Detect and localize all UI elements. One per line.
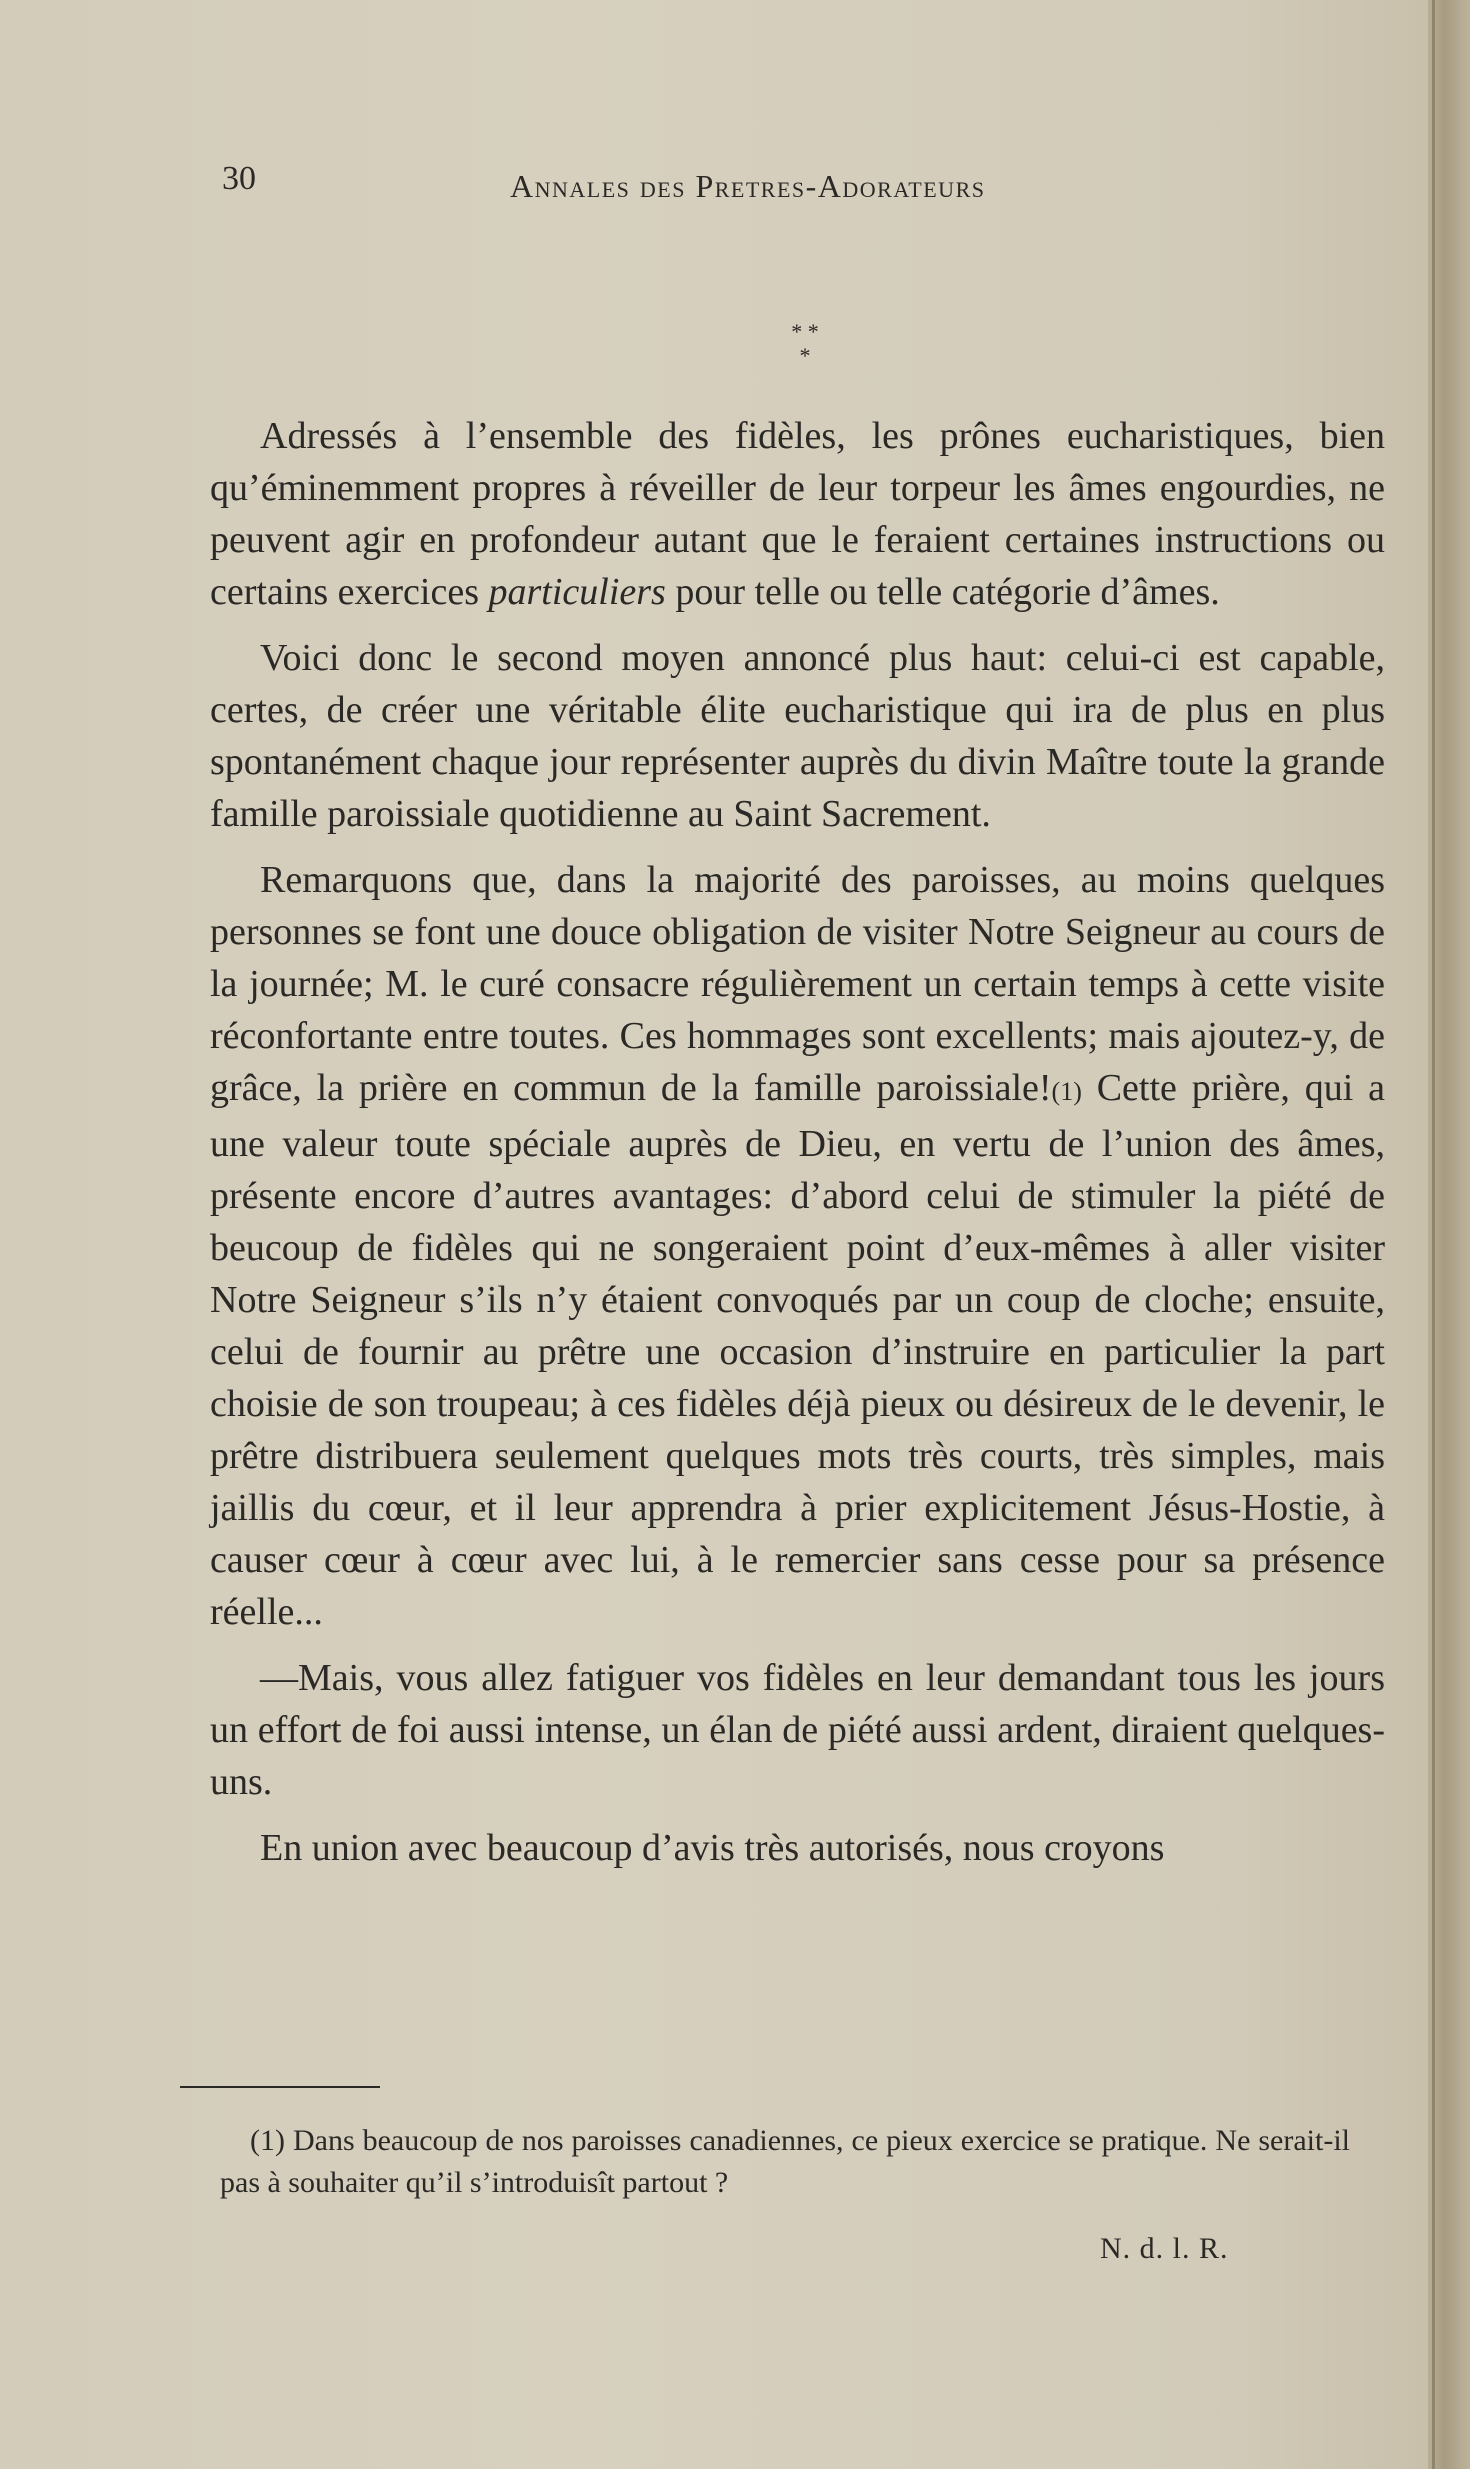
separator-bottom-star: * xyxy=(799,343,811,368)
paragraph-3 xyxy=(210,854,1385,1638)
running-title: Annales des Pretres-Adorateurs xyxy=(510,168,986,204)
footnote-signature: N. d. l. R. xyxy=(1100,2232,1229,2265)
body-text xyxy=(210,410,1385,1888)
footnote xyxy=(220,2120,1350,2204)
footnote-text: (1) Dans beaucoup de nos paroisses canadiennes, ce pieux exercice se pratique. Ne serait-il pas à souhaiter qu’il s’introduisît partout ? xyxy=(220,2124,1350,2199)
footnote-reference: (1) xyxy=(1051,1077,1082,1106)
paragraph-1-text-a: Adressés à l’ensemble des fidèles, les prônes eucharistiques, bien qu’éminemment propres à réveiller de leur torpeur les âmes engourdies, ne peuvent agir en profondeur autant que le feraient certaines instructions ou certains exercices xyxy=(210,415,1385,613)
page-edge-line xyxy=(1432,0,1435,2469)
page-header xyxy=(0,160,1428,220)
paragraph-3-text-a: Remarquons que, dans la majorité des paroisses, au moins quelques personnes se font une douce obligation de visiter Notre Seigneur au cours de la journée; M. le curé consacre régulièrement un certain temps à cette visite réconfortante entre toutes. Ces hommages sont excellents; mais ajoutez-y, de grâce, la prière en commun de la famille paroissiale! xyxy=(210,859,1385,1109)
section-separator xyxy=(760,320,850,368)
paragraph-1-italic: particuliers xyxy=(488,571,666,613)
paragraph-5: En union avec beaucoup d’avis très autorisés, nous croyons xyxy=(260,1827,1165,1869)
paragraph-2: Voici donc le second moyen annoncé plus haut: celui-ci est capable, certes, de créer une véritable élite eucharistique qui ira de plus en plus spontanément chaque jour représenter auprès du divin Maître toute la grande famille paroissiale quotidienne au Saint Sacrement. xyxy=(210,637,1385,835)
paragraph-1 xyxy=(210,410,1385,618)
page-number: 30 xyxy=(222,160,256,197)
paragraph-3-text-b: Cette prière, qui a une valeur toute spéciale auprès de Dieu, en vertu de l’union des âmes, présente encore d’autres avantages: d’abord celui de stimuler la piété de beucoup de fidèles qui ne songeraient point d’eux-mêmes à aller visiter Notre Seigneur s’ils n’y étaient convoqués par un coup de cloche; ensuite, celui de fournir au prêtre une occasion d’instruire en particulier la part choisie de son troupeau; à ces fidèles déjà pieux ou désireux de le devenir, le prêtre distribuera seulement quelques mots très courts, très simples, mais jaillis du cœur, et il leur apprendra à prier explicitement Jésus-Hostie, à causer cœur à cœur avec lui, à le remercier sans cesse pour sa présence réelle... xyxy=(210,1067,1385,1633)
separator-top-stars: * * xyxy=(791,319,819,344)
footnote-rule xyxy=(180,2086,380,2088)
paragraph-1-text-b: pour telle ou telle catégorie d’âmes. xyxy=(665,571,1220,613)
paragraph-4: —Mais, vous allez fatiguer vos fidèles en leur demandant tous les jours un effort de foi aussi intense, un élan de piété aussi ardent, diraient quelques-uns. xyxy=(210,1657,1385,1803)
